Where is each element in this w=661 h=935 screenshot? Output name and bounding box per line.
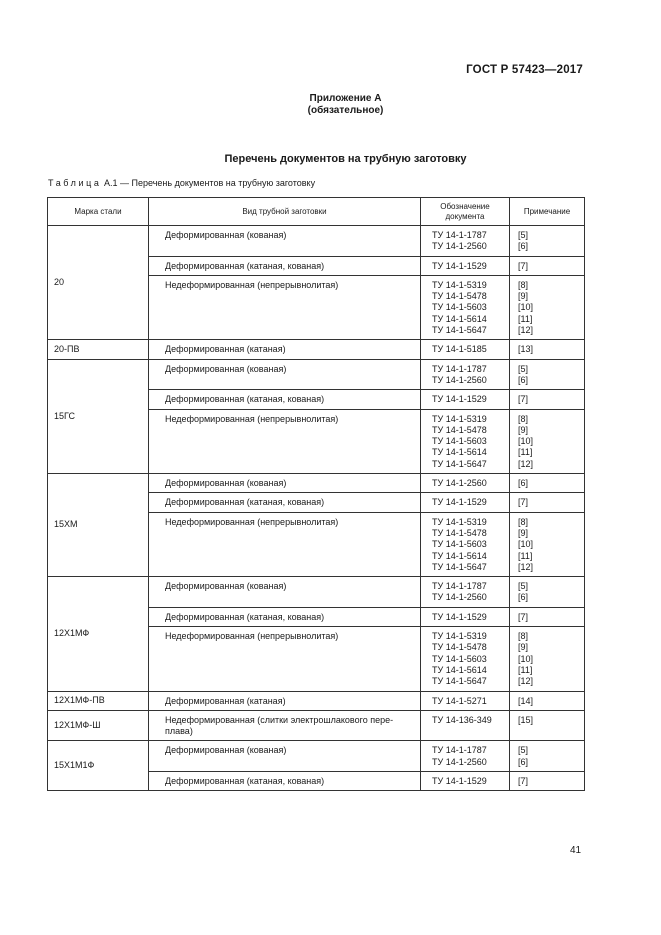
documents-table — [47, 197, 585, 791]
note-line: [6] — [518, 241, 529, 252]
note-line: [15] — [518, 714, 534, 725]
steel-grade-cell: 20 — [48, 226, 149, 340]
note-line: [12] — [518, 561, 534, 572]
note-cell — [510, 771, 585, 790]
document-line: ТУ 14-136-349 — [432, 714, 492, 725]
note-cell — [510, 409, 585, 473]
billet-type-cell — [149, 474, 421, 493]
section-title: Перечень документов на трубную заготовку — [224, 153, 467, 165]
document-cell — [421, 691, 510, 710]
note-line: [13] — [518, 344, 534, 355]
note-line: [11] — [518, 447, 533, 458]
note-cell — [510, 493, 585, 512]
document-line: ТУ 14-1-1529 — [432, 497, 487, 508]
table-body — [48, 226, 585, 791]
note-line: [7] — [518, 260, 529, 271]
table-row — [48, 691, 585, 710]
standard-designation: ГОСТ Р 57423—2017 — [466, 64, 583, 76]
document-line: ТУ 14-1-1529 — [432, 260, 487, 271]
note-cell — [510, 577, 585, 608]
document-line: ТУ 14-1-1529 — [432, 611, 487, 622]
document-cell — [421, 710, 510, 741]
note-cell — [510, 691, 585, 710]
note-line: [9] — [518, 424, 529, 435]
note-cell — [510, 607, 585, 626]
document-line: ТУ 14-1-1529 — [432, 775, 487, 786]
page-number: 41 — [570, 845, 582, 856]
document-cell — [421, 512, 510, 576]
table-row — [48, 474, 585, 493]
table-row — [48, 577, 585, 608]
note-line: [7] — [518, 497, 529, 508]
document-cell — [421, 577, 510, 608]
steel-grade-cell: 12Х1МФ — [48, 577, 149, 691]
appendix-heading — [0, 93, 661, 117]
document-line: ТУ 14-1-5647 — [432, 561, 487, 572]
document-cell — [421, 275, 510, 339]
document-line: ТУ 14-1-5603 — [432, 436, 487, 447]
note-line: [7] — [518, 611, 529, 622]
billet-type-line: Деформированная (катаная, кованая) — [165, 260, 325, 271]
note-line: [8] — [518, 279, 529, 290]
billet-type-line: Деформированная (кованая) — [165, 745, 287, 756]
billet-type-line: Деформированная (кованая) — [165, 230, 287, 240]
document-line: ТУ 14-1-2560 — [432, 592, 487, 603]
document-line: ТУ 14-1-2560 — [432, 756, 487, 767]
document-line: ТУ 14-1-5647 — [432, 676, 487, 687]
document-line: ТУ 14-1-5614 — [432, 313, 487, 324]
steel-grade-cell: 15ХМ — [48, 474, 149, 577]
note-line: [6] — [518, 756, 529, 767]
note-line: [5] — [518, 745, 529, 756]
document-cell — [421, 256, 510, 275]
document-cell — [421, 359, 510, 390]
document-line: ТУ 14-1-5319 — [432, 516, 487, 527]
billet-type-line: Деформированная (кованая) — [165, 363, 287, 374]
billet-type-cell — [149, 607, 421, 626]
note-line: [5] — [518, 363, 529, 374]
document-line: ТУ 14-1-5478 — [432, 642, 487, 653]
document-line: ТУ 14-1-5478 — [432, 527, 487, 538]
note-cell — [510, 710, 585, 741]
document-cell — [421, 771, 510, 790]
document-cell — [421, 607, 510, 626]
note-line: [12] — [518, 458, 534, 469]
billet-type-line: Недеформированная (непрерывнолитая) — [165, 279, 339, 290]
billet-type-cell — [149, 493, 421, 512]
billet-type-line: Деформированная (катаная, кованая) — [165, 497, 325, 508]
note-cell — [510, 256, 585, 275]
document-line: ТУ 14-1-5614 — [432, 664, 487, 675]
appendix-subtitle: (обязательное) — [307, 105, 384, 116]
note-line: [6] — [518, 374, 529, 385]
billet-type-line: Деформированная (катаная, кованая) — [165, 394, 325, 405]
header-notes: Примечание — [510, 198, 585, 226]
document-cell — [421, 493, 510, 512]
note-line: [7] — [518, 394, 529, 405]
note-line: [7] — [518, 775, 529, 786]
billet-type-line: Деформированная (кованая) — [165, 478, 287, 489]
note-line: [8] — [518, 413, 529, 424]
table-caption-text: А.1 — Перечень документов на трубную заготовку — [104, 178, 316, 188]
table-caption-word: Таблица — [48, 178, 102, 188]
note-line: [10] — [518, 302, 534, 313]
note-line: [10] — [518, 653, 534, 664]
billet-type-line: Недеформированная (непрерывнолитая) — [165, 413, 339, 424]
document-line: ТУ 14-1-1787 — [432, 230, 487, 240]
billet-type-line: Недеформированная (непрерывнолитая) — [165, 631, 339, 642]
note-cell — [510, 340, 585, 359]
billet-type-cell — [149, 627, 421, 691]
note-line: [5] — [518, 581, 529, 592]
billet-type-line: Деформированная (катаная, кованая) — [165, 611, 325, 622]
note-cell — [510, 741, 585, 772]
note-line: [10] — [518, 436, 534, 447]
note-line: [11] — [518, 313, 533, 324]
document-cell — [421, 474, 510, 493]
document-line: ТУ 14-1-1529 — [432, 394, 487, 405]
note-line: [12] — [518, 325, 534, 336]
billet-type-line: Деформированная (катаная) — [165, 344, 286, 355]
billet-type-line: плава) — [165, 726, 193, 737]
billet-type-line: Деформированная (катаная) — [165, 695, 286, 706]
document-line: ТУ 14-1-5271 — [432, 695, 487, 706]
billet-type-cell — [149, 577, 421, 608]
document-line: ТУ 14-1-5319 — [432, 413, 487, 424]
note-cell — [510, 627, 585, 691]
note-line: [11] — [518, 664, 533, 675]
document-cell — [421, 226, 510, 257]
note-line: [6] — [518, 478, 529, 489]
table-row — [48, 226, 585, 257]
billet-type-cell — [149, 409, 421, 473]
billet-type-cell — [149, 771, 421, 790]
table-caption — [48, 178, 315, 188]
note-line: [11] — [518, 550, 533, 561]
note-line: [12] — [518, 676, 534, 687]
note-line: [8] — [518, 516, 529, 527]
document-line: ТУ 14-1-5647 — [432, 325, 487, 336]
billet-type-line: Недеформированная (слитки электрошлакового пере- — [165, 714, 394, 725]
billet-type-cell — [149, 275, 421, 339]
document-cell — [421, 390, 510, 409]
billet-type-line: Деформированная (кованая) — [165, 581, 287, 592]
billet-type-line: Деформированная (катаная, кованая) — [165, 775, 325, 786]
note-line: [9] — [518, 642, 529, 653]
document-line: ТУ 14-1-5478 — [432, 291, 487, 302]
note-line: [8] — [518, 631, 529, 642]
billet-type-cell — [149, 359, 421, 390]
document-line: ТУ 14-1-5614 — [432, 447, 487, 458]
billet-type-cell — [149, 226, 421, 257]
note-line: [14] — [518, 695, 534, 706]
billet-type-cell — [149, 390, 421, 409]
document-line: ТУ 14-1-5647 — [432, 458, 487, 469]
billet-type-line: Недеформированная (непрерывнолитая) — [165, 516, 339, 527]
header-grade: Марка стали — [48, 198, 149, 226]
document-line: ТУ 14-1-1787 — [432, 363, 487, 374]
note-line: [10] — [518, 539, 534, 550]
table-header-row — [48, 198, 585, 226]
billet-type-cell — [149, 340, 421, 359]
document-line: ТУ 14-1-5614 — [432, 550, 487, 561]
billet-type-cell — [149, 691, 421, 710]
document-cell — [421, 409, 510, 473]
header-kind: Вид трубной заготовки — [149, 198, 421, 226]
table-row — [48, 741, 585, 772]
appendix-title: Приложение А — [309, 93, 382, 104]
note-line: [5] — [518, 230, 529, 240]
document-line: ТУ 14-1-2560 — [432, 374, 487, 385]
note-line: [9] — [518, 527, 529, 538]
note-line: [6] — [518, 592, 529, 603]
note-cell — [510, 512, 585, 576]
billet-type-cell — [149, 710, 421, 741]
note-line: [9] — [518, 291, 529, 302]
document-cell — [421, 627, 510, 691]
steel-grade-cell: 12Х1МФ-ПВ — [48, 691, 149, 710]
steel-grade-cell: 15ГС — [48, 359, 149, 473]
document-line: ТУ 14-1-5319 — [432, 279, 487, 290]
note-cell — [510, 275, 585, 339]
document-cell — [421, 340, 510, 359]
table-row — [48, 710, 585, 741]
billet-type-cell — [149, 512, 421, 576]
document-line: ТУ 14-1-5603 — [432, 302, 487, 313]
steel-grade-cell: 15Х1М1Ф — [48, 741, 149, 791]
steel-grade-cell: 20-ПВ — [48, 340, 149, 359]
document-line: ТУ 14-1-5603 — [432, 539, 487, 550]
document-line: ТУ 14-1-1787 — [432, 745, 487, 756]
header-docs: Обозначение документа — [421, 198, 510, 226]
billet-type-cell — [149, 741, 421, 772]
note-cell — [510, 390, 585, 409]
note-cell — [510, 226, 585, 257]
document-line: ТУ 14-1-1787 — [432, 581, 487, 592]
table-row — [48, 359, 585, 390]
document-line: ТУ 14-1-5319 — [432, 631, 487, 642]
billet-type-cell — [149, 256, 421, 275]
document-cell — [421, 741, 510, 772]
document-line: ТУ 14-1-5478 — [432, 424, 487, 435]
note-cell — [510, 474, 585, 493]
document-line: ТУ 14-1-2560 — [432, 478, 487, 489]
document-line: ТУ 14-1-5603 — [432, 653, 487, 664]
document-line: ТУ 14-1-2560 — [432, 241, 487, 252]
note-cell — [510, 359, 585, 390]
steel-grade-cell: 12Х1МФ-Ш — [48, 710, 149, 741]
table-row — [48, 340, 585, 359]
document-line: ТУ 14-1-5185 — [432, 344, 487, 355]
